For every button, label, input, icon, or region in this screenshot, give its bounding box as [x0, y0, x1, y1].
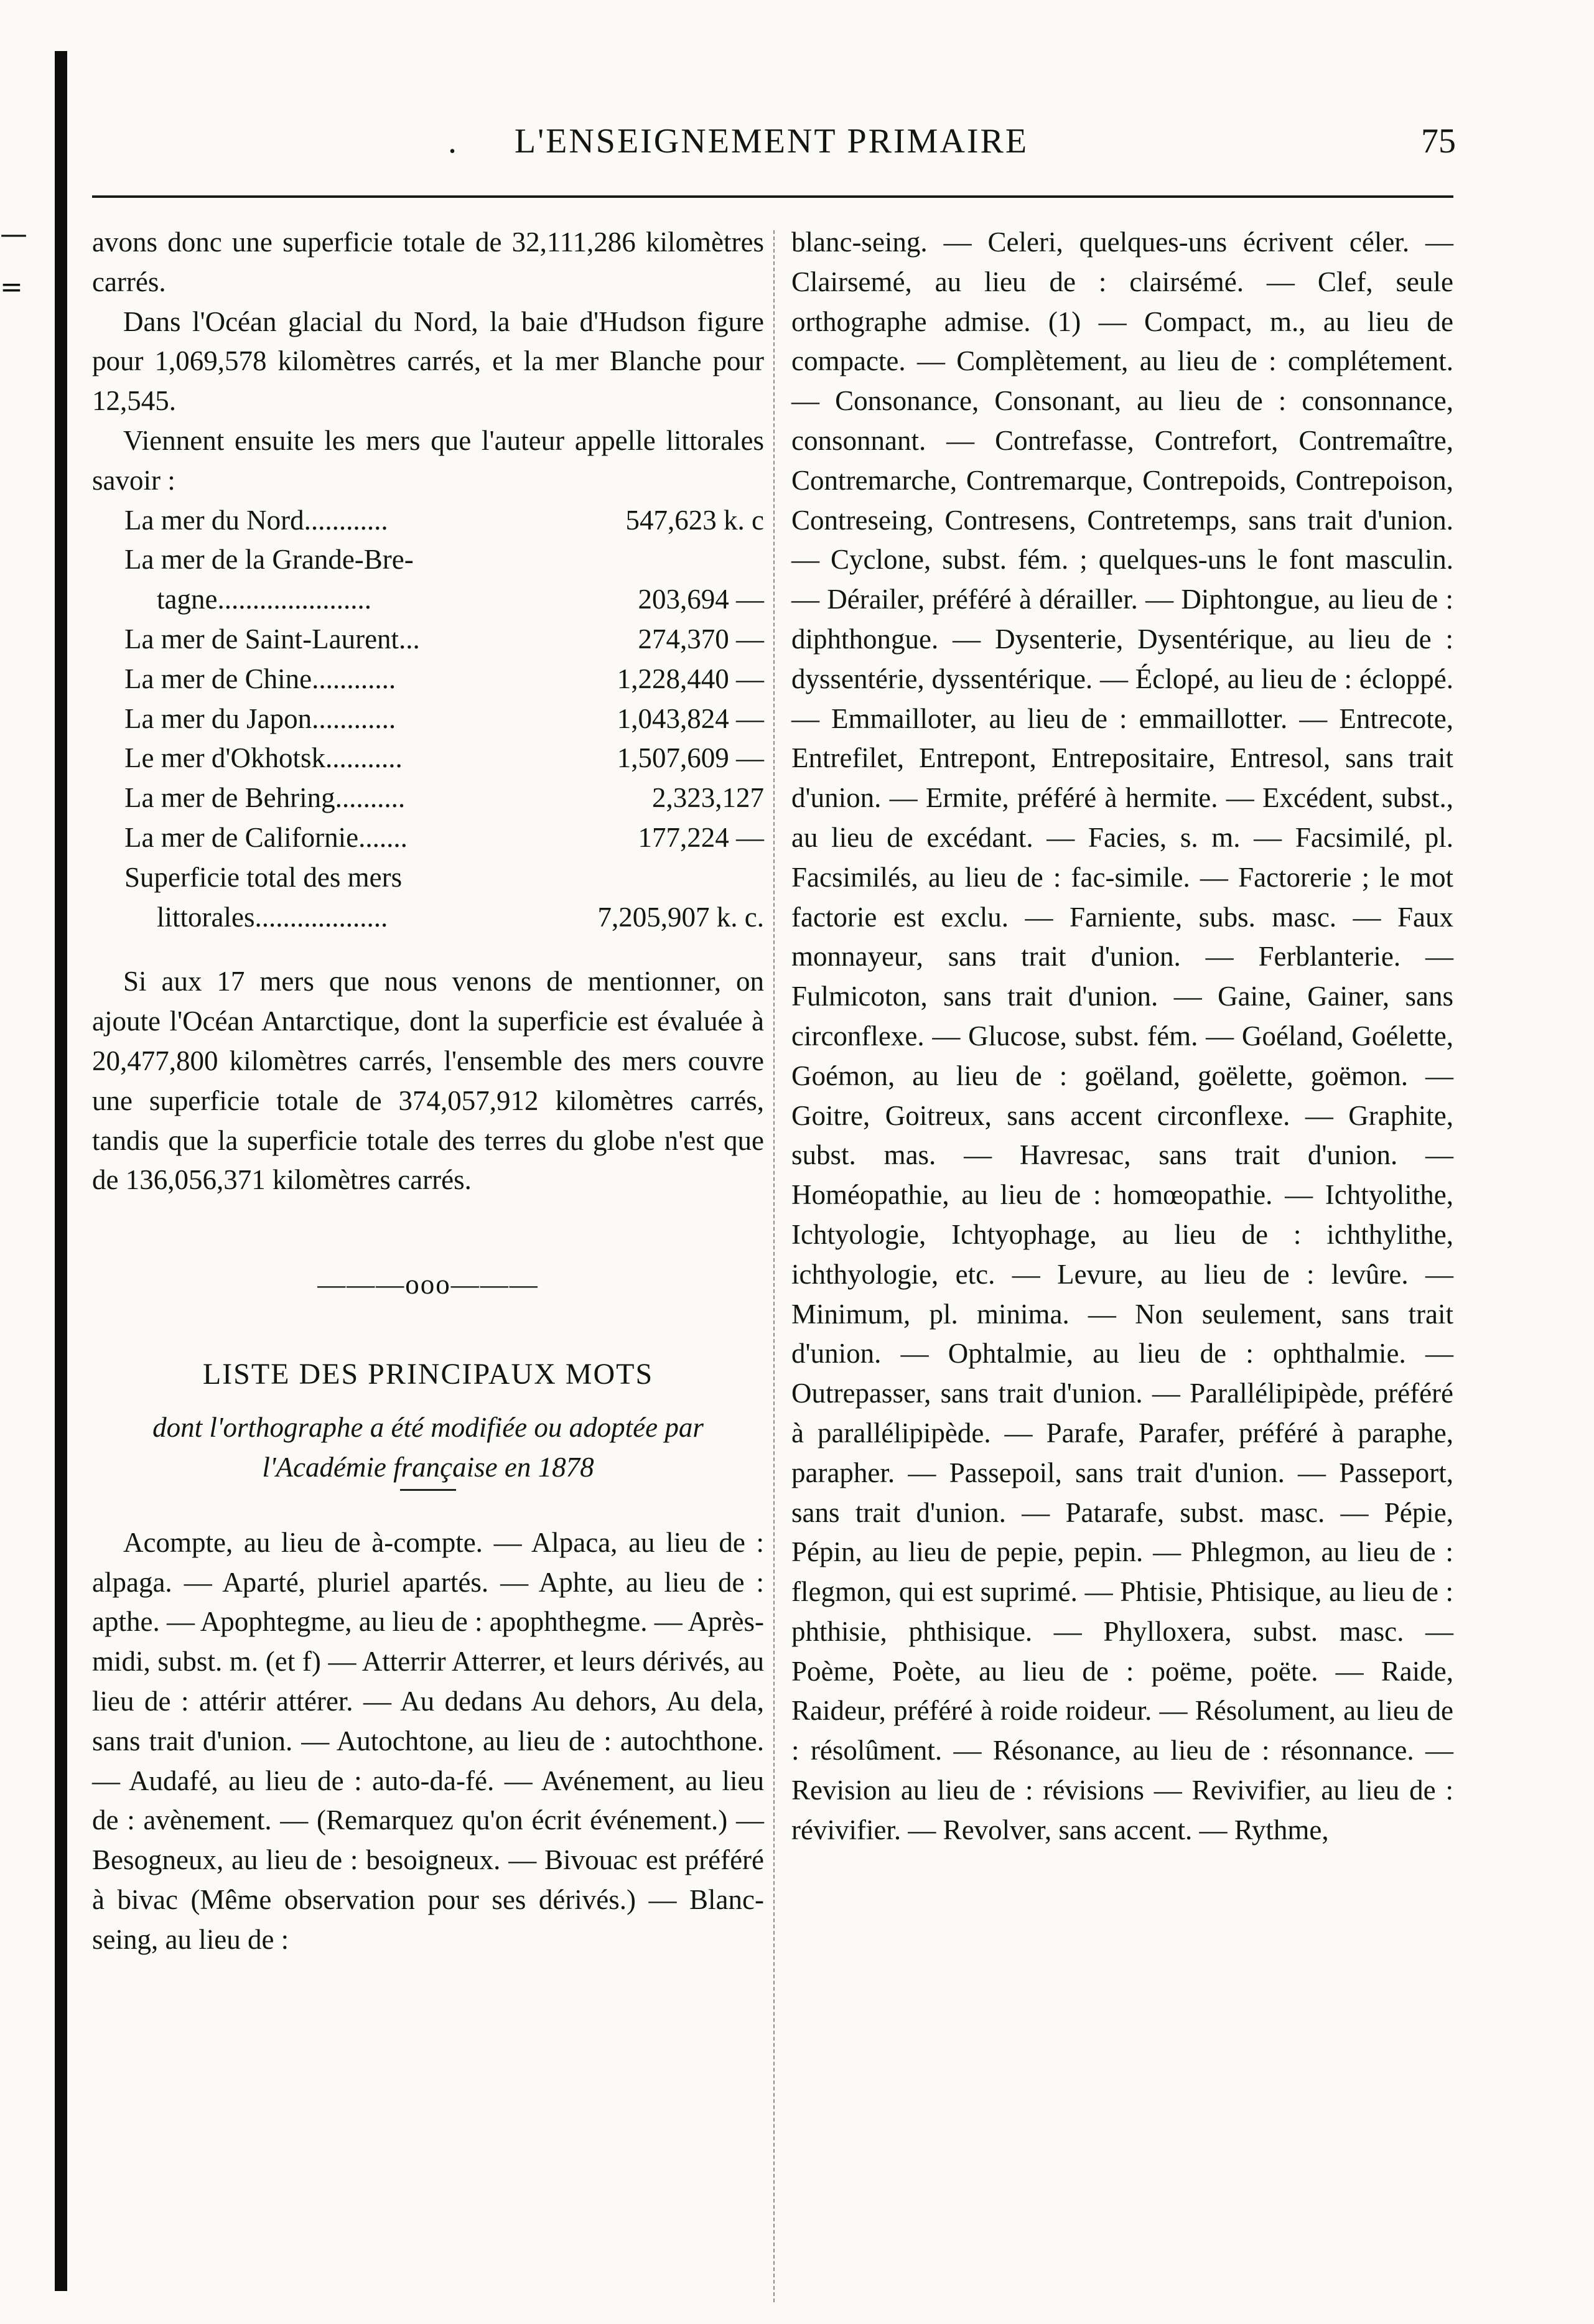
header-dot: . — [448, 122, 457, 161]
table-row: La mer de Californie....... 177,224 — — [124, 821, 764, 853]
margin-mark-dash: — — [0, 218, 27, 250]
left-column — [92, 223, 764, 1959]
paragraph-3: Viennent ensuite les mers que l'auteur appelle littorales savoir : — [92, 424, 764, 496]
table-row: La mer de Behring.......... 2,323,127 — [124, 782, 764, 814]
running-title: L'ENSEIGNEMENT PRIMAIRE — [514, 122, 1029, 161]
page-header — [87, 121, 1456, 171]
seas-table — [92, 501, 764, 938]
header-rule — [92, 195, 1453, 198]
paragraph-1: avons donc une superficie totale de 32,111,286 kilomètres carrés. — [92, 226, 764, 297]
margin-mark-equals: = — [0, 271, 23, 303]
table-row: littorales................... 7,205,907 k. c. — [157, 901, 764, 933]
table-row: La mer de Chine............ 1,228,440 — — [124, 663, 764, 694]
table-row: tagne...................... 203,694 — — [157, 584, 764, 615]
short-rule — [400, 1489, 456, 1491]
table-row: La mer du Nord............ 547,623 k. c — [124, 504, 764, 536]
word-list-start: Acompte, au lieu de à-compte. — Alpaca, au lieu de : alpaga. — Aparté, pluriel apartés. — Aphte, au lieu de : apthe. — Apophtegme, au lieu de : apophthegme. — Après-midi, subst. m. (et f) — Atterrir Atterrer, et leurs dérivés, au lieu de : attérir attérer. — Au dedans Au dehors, Au dela, sans trait d'union. — Autochtone, au lieu de : autochthone. — Audafé, au lieu de : auto-da-fé. — Avénement, au lieu de : avènement. — (Remarquez qu'on écrit événement.) — Besogneux, au lieu de : besoigneux. — Bivouac est préféré à bivac (Même observation pour ses dérivés.) — Blanc-seing, au lieu de : — [92, 1526, 764, 1955]
paragraph-2: Dans l'Océan glacial du Nord, la baie d'Hudson figure pour 1,069,578 kilomètres carrés, et la mer Blanche pour 12,545. — [92, 306, 764, 417]
section-separator: ———ooo——— — [317, 1269, 539, 1300]
table-row: La mer du Japon............ 1,043,824 — — [124, 702, 764, 734]
page-number: 75 — [1421, 122, 1456, 161]
list-title: LISTE DES PRINCIPAUX MOTS — [202, 1357, 654, 1391]
right-column — [791, 223, 1453, 1850]
paragraph-4: Si aux 17 mers que nous venons de mentionner, on ajoute l'Océan Antarctique, dont la superficie est évaluée à 20,477,800 kilomètres carrés, l'ensemble des mers couvre une superficie totale de 374,057,912 kilomètres carrés, tandis que la superficie totale des terres du globe n'est que de 136,056,371 kilomètres carrés. — [92, 966, 764, 1196]
list-subtitle: dont l'orthographe a été modifiée ou adoptée par l'Académie française en 1878 — [152, 1411, 704, 1483]
table-row: Le mer d'Okhotsk........... 1,507,609 — — [124, 742, 764, 774]
table-row: La mer de Saint-Laurent... 274,370 — — [124, 623, 764, 655]
table-row: Superficie total des mers — [124, 861, 403, 893]
page-binding-edge — [55, 51, 67, 2291]
column-divider — [773, 230, 775, 2302]
table-row: La mer de la Grande-Bre- — [124, 544, 414, 576]
word-list-continued: blanc-seing. — Celeri, quelques-uns écrivent céler. — Clairsemé, au lieu de : clairsémé. — Clef, seule orthographe admise. (1) — Compact, m., au lieu de compacte. — Complètement, au lieu de : complétement. — Consonance, Consonant, au lieu de : consonnance, consonnant. — Contrefasse, Contrefort, Contremaître, Contremarche, Contremarque, Contrepoids, Contrepoison, Contreseing, Contresens, Contretemps, sans trait d'union. — Cyclone, subst. fém. ; quelques-uns le font masculin. — Dérailer, préféré à dérailler. — Diphtongue, au lieu de : diphthongue. — Dysenterie, Dysentérique, au lieu de : dyssentérie, dyssentérique. — Éclopé, au lieu de : écloppé. — Emmailloter, au lieu de : emmaillotter. — Entrecote, Entrefilet, Entrepont, Entrepositaire, Entresol, sans trait d'union. — Ermite, préféré à hermite. — Excédent, subst., au lieu de excédant. — Facies, s. m. — Facsimilé, pl. Facsimilés, au lieu de : fac-simile. — Factorerie ; le mot factorie est exclu. — Farniente, subs. masc. — Faux monnayeur, sans trait d'union. — Ferblanterie. — Fulmicoton, sans trait d'union. — Gaine, Gainer, sans circonflexe. — Glucose, subst. fém. — Goéland, Goélette, Goémon, au lieu de : goëland, goëlette, goëmon. — Goitre, Goitreux, sans accent circonflexe. — Graphite, subst. mas. — Havresac, sans trait d'union. — Homéopathie, au lieu de : homœopathie. — Ichtyolithe, Ichtyologie, Ichtyophage, au lieu de : ichthylithe, ichthyologie, etc. — Levure, au lieu de : levûre. — Minimum, pl. minima. — Non seulement, sans trait d'union. — Ophtalmie, au lieu de : ophthalmie. — Outrepasser, sans trait d'union. — Parallélipipède, préféré à parallélipipède. — Parafe, Parafer, préféré à paraphe, parapher. — Passepoil, sans trait d'union. — Passeport, sans trait d'union. — Patarafe, subst. masc. — Pépie, Pépin, au lieu de pepie, pepin. — Phlegmon, au lieu de : flegmon, qui est suprimé. — Phtisie, Phtisique, au lieu de : phthisie, phthisique. — Phylloxera, subst. masc. — Poème, Poète, au lieu de : poëme, poëte. — Raide, Raideur, préféré à roide roideur. — Résolument, au lieu de : résolûment. — Résonance, au lieu de : résonnance. — Revision au lieu de : révisions — Revivifier, au lieu de : révivifier. — Revolver, sans accent. — Rythme, — [791, 226, 1453, 1846]
